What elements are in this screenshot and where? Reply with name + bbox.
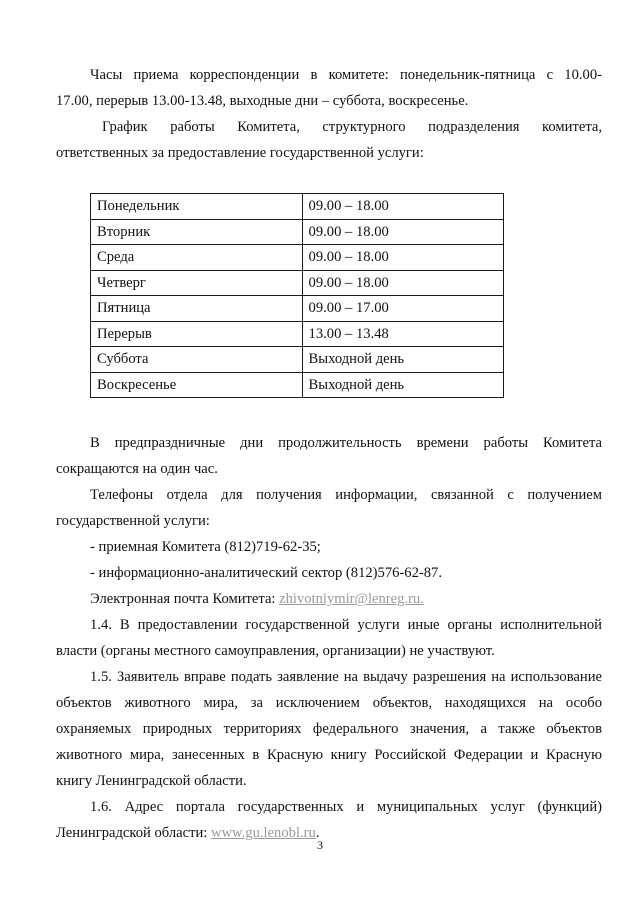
correspondence-hours-paragraph bbox=[56, 62, 602, 114]
table-row bbox=[91, 194, 504, 220]
time-cell: 09.00 – 18.00 bbox=[302, 270, 503, 296]
text-line: 1.5. Заявитель вправе подать заявление на выдачу разрешения на использование bbox=[90, 669, 602, 685]
section-1-4-paragraph bbox=[56, 612, 602, 664]
day-cell: Среда bbox=[91, 245, 303, 271]
text-line: - приемная Комитета (812)719-62-35; bbox=[90, 539, 321, 555]
text-line: государственной услуги: bbox=[56, 513, 210, 529]
portal-link[interactable]: www.gu.lenobl.ru bbox=[210, 825, 316, 841]
day-cell: Пятница bbox=[91, 296, 303, 322]
text-line: Телефоны отдела для получения информации, связанной с получением bbox=[90, 487, 602, 503]
text-line bbox=[56, 586, 602, 612]
table-row bbox=[91, 347, 504, 373]
table-row bbox=[91, 270, 504, 296]
time-cell: 09.00 – 17.00 bbox=[302, 296, 503, 322]
time-cell: Выходной день bbox=[302, 372, 503, 398]
text-line: объектов животного мира, за исключением объектов, находящихся на особо bbox=[56, 695, 602, 711]
text-line: 1.6. Адрес портала государственных и муниципальных услуг (функций) bbox=[90, 799, 602, 815]
email-link[interactable]: zhivotniymir@lenreg.ru. bbox=[279, 591, 424, 607]
text-line: График работы Комитета, структурного подразделения комитета, bbox=[102, 119, 602, 135]
schedule-intro-paragraph bbox=[56, 114, 602, 166]
work-schedule-table bbox=[90, 193, 504, 398]
email-label: Электронная почта Комитета: bbox=[90, 591, 280, 607]
day-cell: Воскресенье bbox=[91, 372, 303, 398]
text-line: 17.00, перерыв 13.00-13.48, выходные дни – суббота, воскресенье. bbox=[56, 93, 469, 109]
time-cell: 13.00 – 13.48 bbox=[302, 321, 503, 347]
time-cell: 09.00 – 18.00 bbox=[302, 245, 503, 271]
text-line: В предпраздничные дни продолжительность времени работы Комитета bbox=[90, 435, 602, 451]
day-cell: Четверг bbox=[91, 270, 303, 296]
text-line: животного мира, занесенных в Красную книгу Российской Федерации и Красную bbox=[56, 747, 602, 763]
phone-reception-line bbox=[56, 534, 602, 560]
holiday-paragraph bbox=[56, 430, 602, 482]
text-line: 1.4. В предоставлении государственной услуги иные органы исполнительной bbox=[90, 617, 602, 633]
day-cell: Перерыв bbox=[91, 321, 303, 347]
portal-label: Ленинградской области: bbox=[56, 825, 211, 841]
text-line: охраняемых природных территориях федерального значения, а также объектов bbox=[56, 721, 602, 737]
table-row bbox=[91, 219, 504, 245]
page-number: 3 bbox=[317, 838, 323, 852]
phone-sector-line bbox=[56, 560, 602, 586]
text-line: власти (органы местного самоуправления, организации) не участвуют. bbox=[56, 643, 495, 659]
portal-period: . bbox=[315, 825, 320, 841]
day-cell: Суббота bbox=[91, 347, 303, 373]
table-row bbox=[91, 245, 504, 271]
text-line: Часы приема корреспонденции в комитете: понедельник-пятница с 10.00- bbox=[90, 67, 602, 83]
text-line: книгу Ленинградской области. bbox=[56, 773, 247, 789]
day-cell: Вторник bbox=[91, 219, 303, 245]
phones-paragraph bbox=[56, 482, 602, 534]
table-row bbox=[91, 296, 504, 322]
day-cell: Понедельник bbox=[91, 194, 303, 220]
text-line: - информационно-аналитический сектор (812)576-62-87. bbox=[90, 565, 442, 581]
table-row bbox=[91, 321, 504, 347]
email-line bbox=[56, 586, 602, 612]
time-cell: 09.00 – 18.00 bbox=[302, 219, 503, 245]
time-cell: Выходной день bbox=[302, 347, 503, 373]
time-cell: 09.00 – 18.00 bbox=[302, 194, 503, 220]
text-line: сокращаются на один час. bbox=[56, 461, 218, 477]
text-line: ответственных за предоставление государственной услуги: bbox=[56, 145, 424, 161]
table-row bbox=[91, 372, 504, 398]
section-1-5-paragraph bbox=[56, 664, 602, 794]
